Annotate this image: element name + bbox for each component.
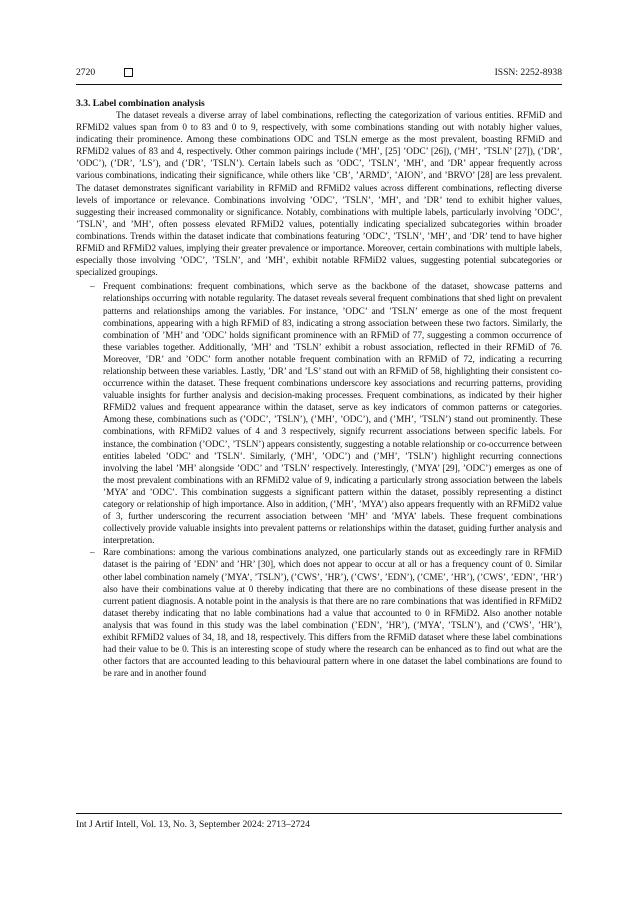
list-item-frequent [76, 281, 562, 547]
header-rule [76, 84, 562, 85]
footer-rule [76, 813, 562, 814]
list-item-text: Rare combinations: among the various combinations analyzed, one particularly stands out as exceedingly rare in RFMiD dataset is the pairing of ’EDN’ and ’HR’ [30], which does not appear to occur at all or has a frequency count of 0. Similar other label combination namely (’MYA’, ’TSLN’), (’CWS’, ’HR’), (’CWS’, ’EDN’), (’CME’, ’HR’), (’CWS’, ’EDN’, ’HR’) also have their combinations value at 0 thereby indicating that there are no combinations of these disease present in the current patient diagnosis. A notable point in the analysis is that there are no rare combinations that was identified in RFMiD2 dataset thereby indicating that no lable combinations had a value that accounted to 0 in RFMiD2. Also another notable analysis that was found in this study was the label combination (’EDN’, ’HR’), (’MYA’, ’TSLN’), and (’CWS’, ’HR’), exhibit RFMiD2 values of 34, 18, and 18, respectively. This differs from the RFMiD dataset where these label combinations had their value to be 0. This is an interesting scope of study where the research can be enhanced as to find out what are the other factors that are accounted leading to this behavioural pattern where in one dataset the label combinations are found to be rare and in another found [103, 548, 562, 680]
journal-citation: Int J Artif Intell, Vol. 13, No. 3, September 2024: 2713–2724 [76, 819, 310, 830]
list-item-text: Frequent combinations: frequent combinations, which serve as the backbone of the dataset, showcase patterns and relationships occurring with notable regularity. The dataset reveals several frequent combinations that shed light on prevalent patterns and relationships among the variables. For instance, ’ODC’ and ’TSLN’ emerge as one of the most frequent combinations, appearing with a high RFMiD of 83, indicating a strong association between these two factors. Similarly, the combination of ’MH’ and ’ODC’ holds significant prominence with an RFMiD of 77, suggesting a common occurrence of these variables together. Additionally, ’MH’ and ’TSLN’ exhibit a robust association, reflected in their RFMiD of 76. Moreover, ’DR’ and ’ODC’ form another notable frequent combination with an RFMiD of 72, indicating a recurring relationship between these variables. Lastly, ’DR’ and ’LS’ stand out with an RFMiD of 58, highlighting their consistent co-occurrence within the dataset. These frequent combinations underscore key associations and recurring patterns, providing valuable insights for further analysis and decision-making processes. Frequent combinations, as indicated by their higher RFMiD2 values and frequent appearance within the dataset, serve as key indicators of common patterns or categories. Among these, combinations such as (’ODC’, ’TSLN’), (’MH’, ’ODC’), and (’MH’, ’TSLN’) stand out prominently. These combinations, with RFMiD2 values of 4 and 3 respectively, signify recurrent associations between specific labels. For instance, the combination (’ODC’, ’TSLN’) appears consistently, suggesting a notable relationship or co-occurrence between entities labeled ’ODC’ and ’TSLN’. Similarly, (’MH’, ’ODC’) and (’MH’, ’TSLN’) highlight recurring connections involving the label ’MH’ alongside ’ODC’ and ’TSLN’ respectively. Interestingly, (’MYA’ [29], ’ODC’) emerges as one of the most prevalent combinations with an RFMiD2 value of 9, indicating a particularly strong association between the labels ’MYA’ and ’ODC’. This combination suggests a significant pattern within the dataset, possibly representing a distinct category or relationship of high importance. Also in addition, (’MH’, ’MYA’) also appears frequently with an RFMiD2 value of 3, further underscoring the recurrent association between ’MH’ and ’MYA’ labels. These frequent combinations collectively provide valuable insights into prevalent patterns or relationships within the dataset, guiding further analysis and interpretation. [103, 282, 562, 547]
running-footer [76, 813, 562, 831]
section-title: 3.3. Label combination analysis [76, 98, 205, 109]
dash-bullet: – [90, 282, 95, 293]
running-header [76, 66, 562, 79]
square-icon [124, 68, 133, 77]
page-number: 2720 [76, 66, 96, 78]
section-paragraph: The dataset reveals a diverse array of label combinations, reflecting the categorization of various entities. RFMiD and RFMiD2 values span from 0 to 83 and 0 to 9, respectively, with some combinations standing out with notably higher values, indicating their prominence. Among these combinations ODC and TSLN emerge as the most prevalent, boasting RFMiD and RFMiD2 values of 83 and 4, respectively. Other common pairings include (’MH’, [25] ’ODC’ [26]), (’MH’, ’TSLN’ [27]), (’DR’, ’ODC’), (’DR’, ’LS’), and (’DR’, ’TSLN’). Certain labels such as ’ODC’, ’TSLN’, ’MH’, and ’DR’ appear frequently across various combinations, indicating their significance, while others like ’CB’, ’ARMD’, ’AION’, and ’BRVO’ [28] are less prevalent. The dataset demonstrates significant variability in RFMiD and RFMiD2 values across different combinations, reflecting diverse levels of importance or relevance. Combinations involving ’ODC’, ’TSLN’, ’MH’, and ’DR’ tend to exhibit higher values, suggesting their increased commonality or significance. Notably, combinations with multiple labels, particularly involving ’ODC’, ’TSLN’, and ’MH’, often possess elevated RFMiD2 values, potentially indicating specialized subcategories within broader combinations. Trends within the dataset indicate that combinations featuring ’ODC’, ’TSLN’, ’MH’, and ’DR’ tend to have higher RFMiD and RFMiD2 values, implying their greater prevalence or importance. Moreover, certain combinations with multiple labels, especially those involving ’ODC’, ’TSLN’, and ’MH’, exhibit notable RFMiD2 values, suggesting potential subcategories or specialized groupings. [76, 111, 562, 279]
issn: ISSN: 2252-8938 [494, 66, 562, 78]
page [76, 66, 562, 856]
item-list [76, 281, 562, 680]
list-item-rare [76, 547, 562, 680]
dash-bullet: – [90, 548, 95, 559]
